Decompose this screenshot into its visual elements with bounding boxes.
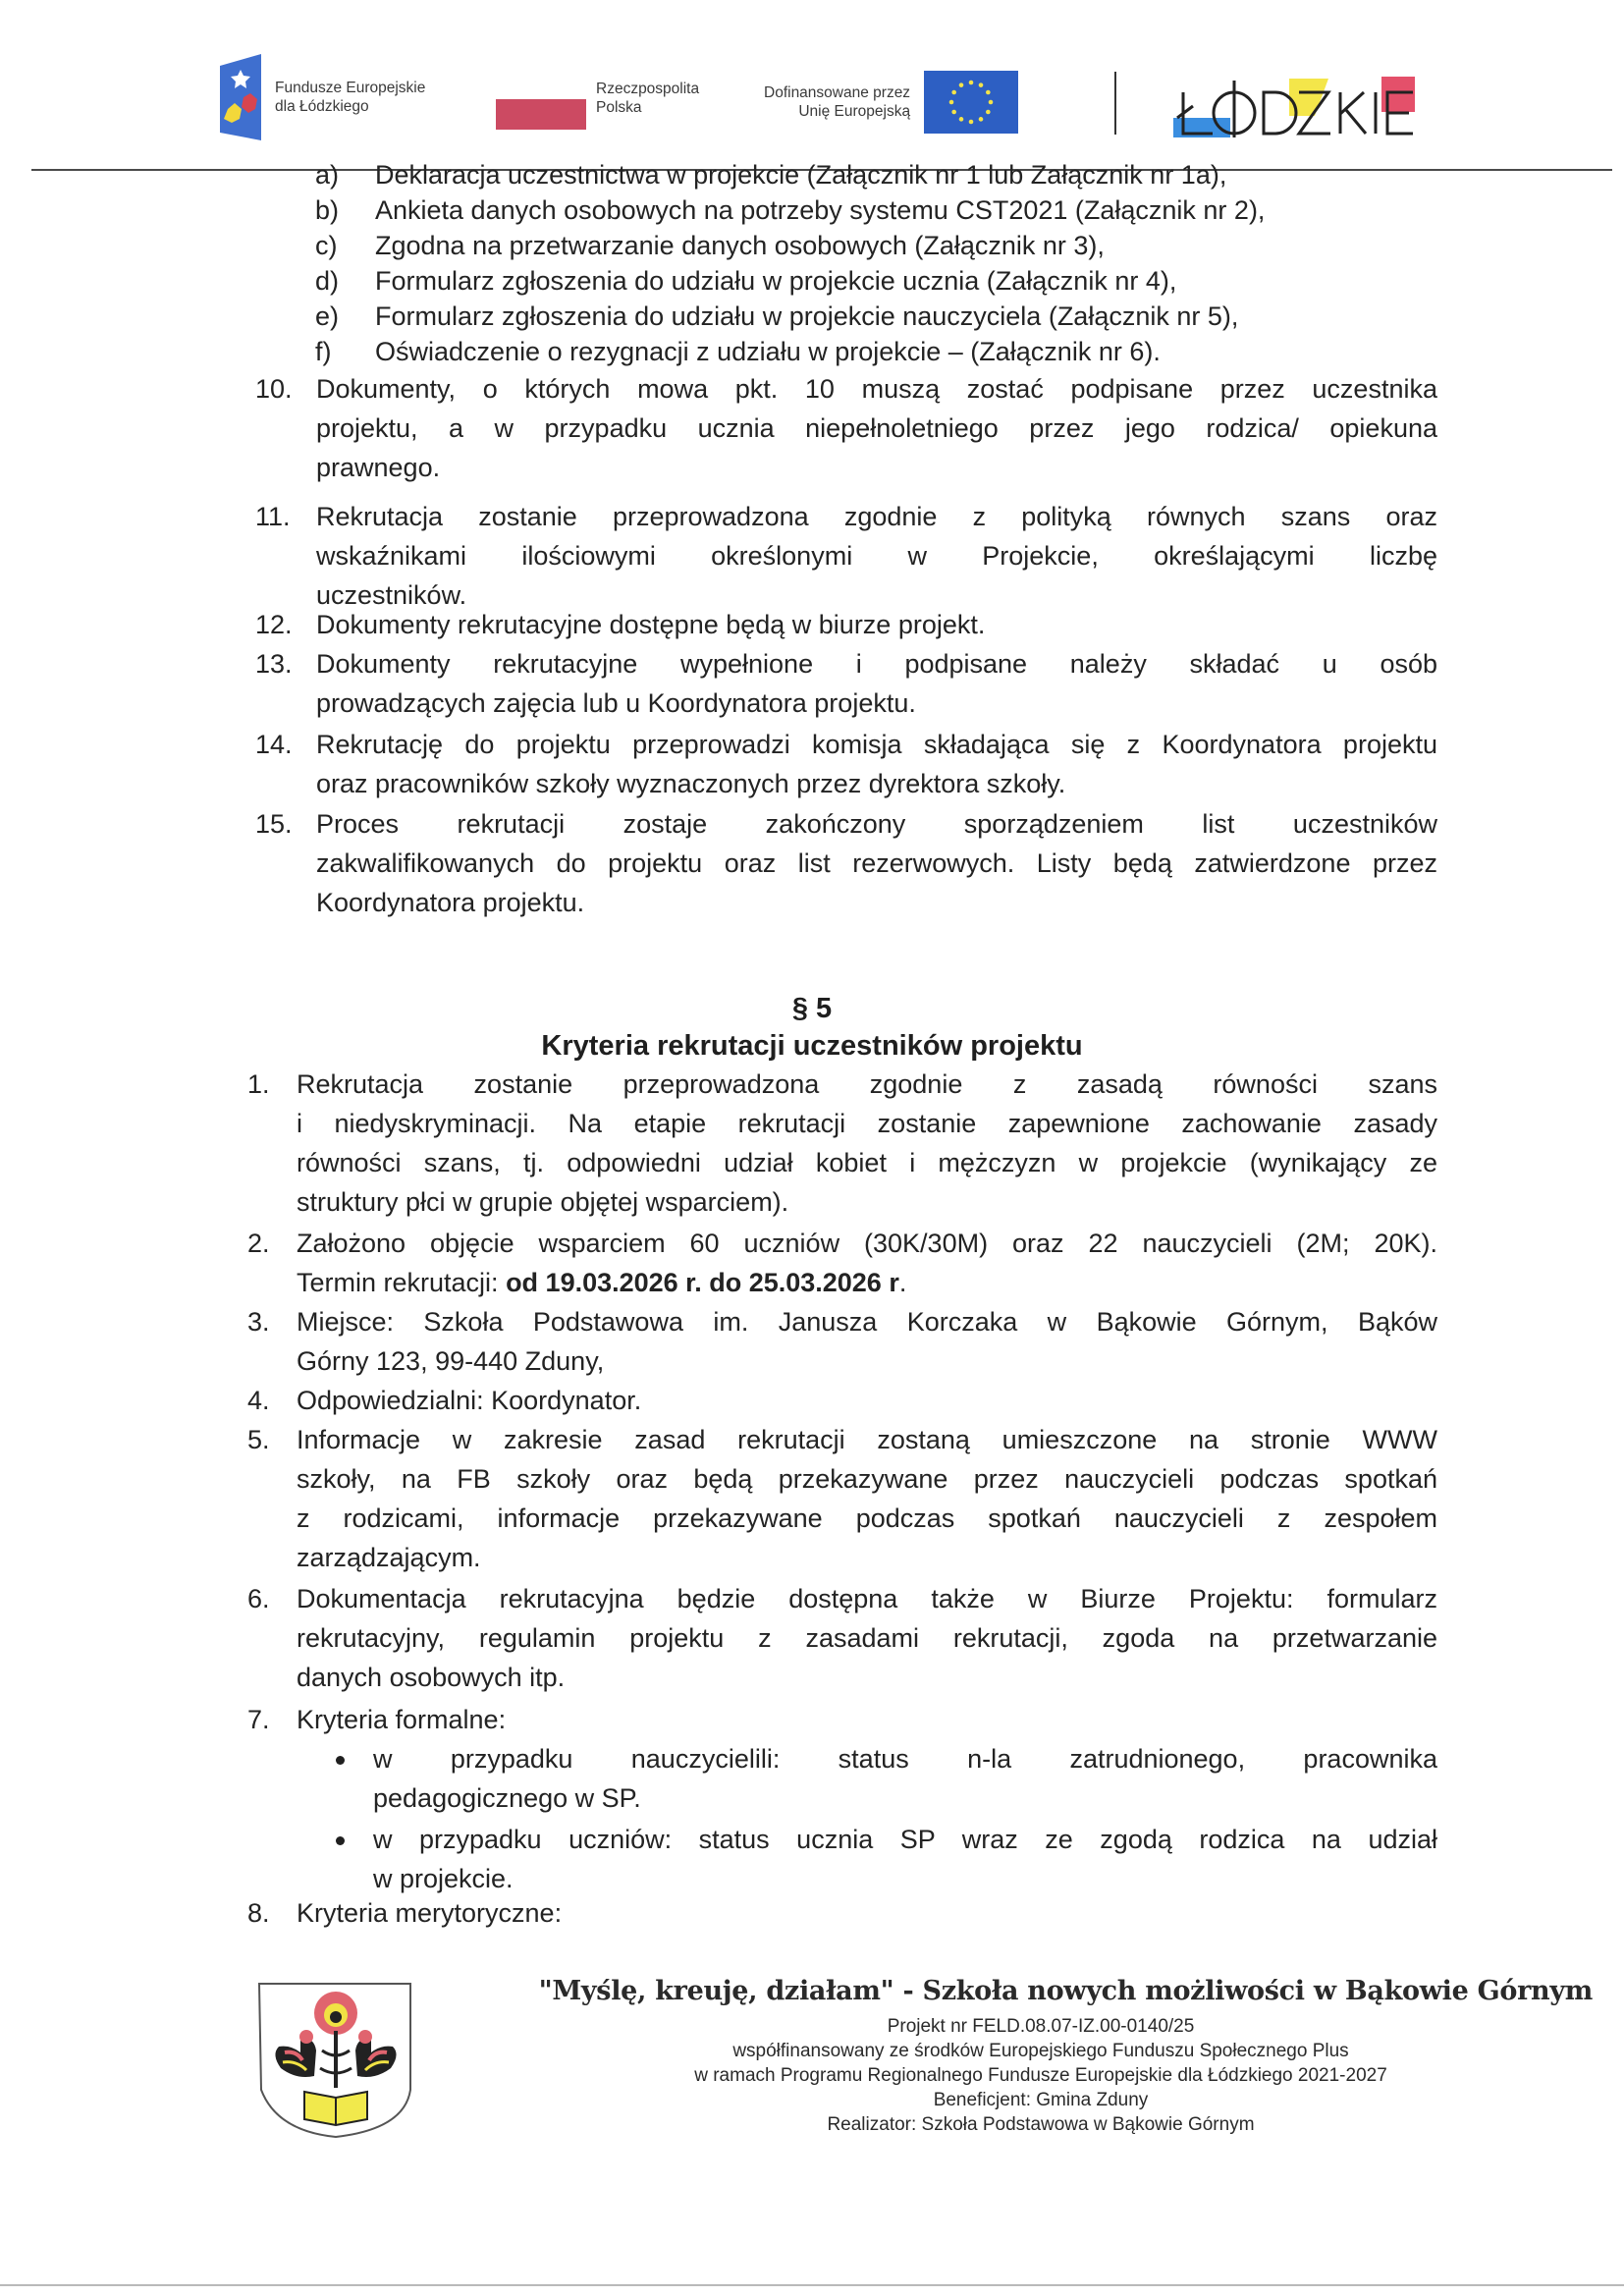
- term-label: Termin rekrutacji:: [297, 1268, 499, 1297]
- eu-star-icon: [959, 82, 964, 87]
- list-item-text: Miejsce: Szkoła Podstawowa im. Janusza Korczaka w Bąkowie Górnym, Bąków: [297, 1307, 1437, 1337]
- list-number: 7.: [247, 1705, 270, 1734]
- list-item-text: prawnego.: [316, 453, 441, 482]
- eu-star-icon: [986, 90, 991, 95]
- eu-cofinancing-logo: [764, 71, 1018, 134]
- eu-star-icon: [951, 90, 956, 95]
- eu-star-icon: [989, 100, 994, 105]
- list-item-text: projektu, a w przypadku ucznia niepełnoletniego przez jego rodzica/ opiekuna: [316, 413, 1437, 443]
- list-number: 4.: [247, 1386, 270, 1415]
- list-item-text: Kryteria formalne:: [297, 1705, 507, 1734]
- fundusze-europejskie-logo: [220, 54, 425, 140]
- eu-star-icon: [969, 81, 974, 85]
- section-title: Kryteria rekrutacji uczestników projektu: [541, 1030, 1083, 1062]
- attachment-label: c): [315, 231, 338, 260]
- list-item-text: Rekrutacja zostanie przeprowadzona zgodnie z polityką równych szans oraz: [316, 502, 1437, 531]
- coat-of-arms-crest: [257, 1982, 414, 2139]
- term-dates: od 19.03.2026 r. do 25.03.2026 r: [506, 1268, 899, 1297]
- list-item-text: Górny 123, 99-440 Zduny,: [297, 1346, 605, 1376]
- list-item-text: Założono objęcie wsparciem 60 uczniów (30K/30M) oraz 22 nauczycieli (2M; 20K).: [297, 1229, 1437, 1258]
- eu-logo-line2: Unię Europejską: [798, 103, 911, 120]
- list-item-text: Koordynatora projektu.: [316, 888, 585, 917]
- recruitment-term: [297, 1267, 906, 1298]
- list-item-text: struktury płci w grupie objętej wsparciem).: [297, 1187, 789, 1217]
- list-item-text: Informacje w zakresie zasad rekrutacji zostaną umieszczone na stronie WWW: [297, 1425, 1437, 1454]
- page-bottom-rule: [0, 2284, 1624, 2286]
- list-item-text: i niedyskryminacji. Na etapie rekrutacji zostanie zapewnione zachowanie zasady: [297, 1109, 1437, 1138]
- term-end: .: [898, 1268, 907, 1297]
- attachment-item: Formularz zgłoszenia do udziału w projekcie nauczyciela (Załącznik nr 5),: [375, 301, 1239, 331]
- list-number: 2.: [247, 1229, 270, 1258]
- header-divider: [1114, 72, 1116, 135]
- page-header: [0, 0, 1624, 172]
- list-item-text: równości szans, tj. odpowiedni udział kobiet i mężczyzn w projekcie (wynikający ze: [297, 1148, 1437, 1177]
- criteria-item-text: pedagogicznego w SP.: [373, 1783, 641, 1813]
- footer-info-line: Beneficjent: Gmina Zduny: [933, 2090, 1149, 2110]
- eu-star-icon: [951, 110, 956, 115]
- list-number: 5.: [247, 1425, 270, 1454]
- eu-star-icon: [979, 117, 984, 122]
- footer-info-line: Projekt nr FELD.08.07-IZ.00-0140/25: [887, 2016, 1195, 2037]
- list-item-text: oraz pracowników szkoły wyznaczonych przez dyrektora szkoły.: [316, 769, 1066, 798]
- attachment-label: b): [315, 195, 340, 225]
- list-item-text: Dokumenty rekrutacyjne dostępne będą w biurze projekt.: [316, 610, 986, 639]
- fe-star-flag-icon: [220, 54, 261, 140]
- attachment-item: Zgodna na przetwarzanie danych osobowych (Załącznik nr 3),: [375, 231, 1105, 260]
- eu-star-icon: [949, 100, 954, 105]
- rp-logo-line1: Rzeczpospolita: [596, 81, 700, 97]
- list-item-text: danych osobowych itp.: [297, 1663, 566, 1692]
- attachment-label: a): [315, 160, 340, 190]
- list-number: 15.: [255, 809, 293, 839]
- list-item-text: rekrutacyjny, regulamin projektu z zasadami rekrutacji, zgoda na przetwarzanie: [297, 1623, 1437, 1653]
- list-item-text: Dokumenty, o których mowa pkt. 10 muszą zostać podpisane przez uczestnika: [316, 374, 1437, 404]
- eu-star-icon: [986, 110, 991, 115]
- list-item-text: wskaźnikami ilościowymi określonymi w Projekcie, określającymi liczbę: [316, 541, 1437, 571]
- footer-info-line: w ramach Programu Regionalnego Fundusze Europejskie dla Łódzkiego 2021-2027: [694, 2065, 1387, 2086]
- list-item-text: Kryteria merytoryczne:: [297, 1898, 563, 1928]
- list-number: 11.: [255, 502, 291, 531]
- bullet-icon: [336, 1836, 345, 1845]
- list-item-text: Proces rekrutacji zostaje zakończony sporządzeniem list uczestników: [316, 809, 1437, 839]
- eu-star-icon: [959, 117, 964, 122]
- list-number: 10.: [255, 374, 293, 404]
- attachment-item: Formularz zgłoszenia do udziału w projekcie ucznia (Załącznik nr 4),: [375, 266, 1177, 296]
- list-item-text: szkoły, na FB szkoły oraz będą przekazywane przez nauczycieli podczas spotkań: [297, 1464, 1437, 1494]
- attachment-label: e): [315, 301, 340, 331]
- list-item-text: uczestników.: [316, 580, 467, 610]
- list-number: 12.: [255, 610, 293, 639]
- list-item-text: Rekrutacja zostanie przeprowadzona zgodnie z zasadą równości szans: [297, 1069, 1437, 1099]
- svg-text:ŁÓDZKIE: ŁÓDZKIE: [1173, 69, 1178, 70]
- list-item-text: prowadzących zajęcia lub u Koordynatora projektu.: [316, 688, 916, 718]
- attachment-item: Deklaracja uczestnictwa w projekcie (Załącznik nr 1 lub Załącznik nr 1a),: [375, 160, 1227, 190]
- footer-info-line: Realizator: Szkoła Podstawowa w Bąkowie Górnym: [827, 2114, 1255, 2135]
- list-number: 3.: [247, 1307, 270, 1337]
- list-number: 13.: [255, 649, 293, 679]
- fe-logo-line2: dla Łódzkiego: [275, 98, 369, 115]
- list-item-text: Dokumenty rekrutacyjne wypełnione i podpisane należy składać u osób: [316, 649, 1437, 679]
- list-item-text: zarządzającym.: [297, 1543, 481, 1572]
- lodzkie-region-logo: [1173, 69, 1419, 139]
- criteria-item-text: w przypadku nauczycielili: status n-la zatrudnionego, pracownika: [373, 1744, 1437, 1774]
- rp-logo-line2: Polska: [596, 99, 642, 116]
- list-item-text: zakwalifikowanych do projektu oraz list rezerwowych. Listy będą zatwierdzone przez: [316, 848, 1437, 878]
- attachment-label: d): [315, 266, 340, 296]
- list-item-text: Odpowiedzialni: Koordynator.: [297, 1386, 642, 1415]
- polish-flag-icon: [496, 74, 586, 127]
- list-item-text: Rekrutację do projektu przeprowadzi komisja składająca się z Koordynatora projektu: [316, 730, 1437, 759]
- list-number: 1.: [247, 1069, 270, 1099]
- criteria-item-text: w przypadku uczniów: status ucznia SP wraz ze zgodą rodzica na udział: [373, 1825, 1437, 1854]
- project-title: "Myślę, kreuję, działam" - Szkoła nowych możliwości w Bąkowie Górnym: [538, 1976, 1593, 2006]
- rzeczpospolita-polska-logo: [496, 74, 699, 127]
- criteria-item-text: w projekcie.: [373, 1864, 514, 1893]
- eu-star-icon: [969, 120, 974, 125]
- list-item-text: Dokumentacja rekrutacyjna będzie dostępna także w Biurze Projektu: formularz: [297, 1584, 1437, 1613]
- list-number: 8.: [247, 1898, 270, 1928]
- list-number: 14.: [255, 730, 293, 759]
- fe-logo-line1: Fundusze Europejskie: [275, 80, 426, 96]
- list-item-text: z rodzicami, informacje przekazywane podczas spotkań nauczycieli z zespołem: [297, 1503, 1437, 1533]
- eu-star-icon: [979, 82, 984, 87]
- footer-info-line: współfinansowany ze środków Europejskiego Funduszu Społecznego Plus: [732, 2041, 1349, 2061]
- list-number: 6.: [247, 1584, 270, 1613]
- open-book-icon: [304, 2092, 367, 2125]
- section-symbol: § 5: [791, 993, 833, 1024]
- bullet-icon: [336, 1756, 345, 1765]
- eu-logo-line1: Dofinansowane przez: [764, 84, 911, 101]
- eu-flag-icon: [924, 71, 1018, 134]
- flower-icon: [314, 1992, 357, 2035]
- attachment-label: f): [315, 337, 332, 366]
- attachment-item: Ankieta danych osobowych na potrzeby systemu CST2021 (Załącznik nr 2),: [375, 195, 1266, 225]
- attachment-item: Oświadczenie o rezygnacji z udziału w projekcie – (Załącznik nr 6).: [375, 337, 1161, 366]
